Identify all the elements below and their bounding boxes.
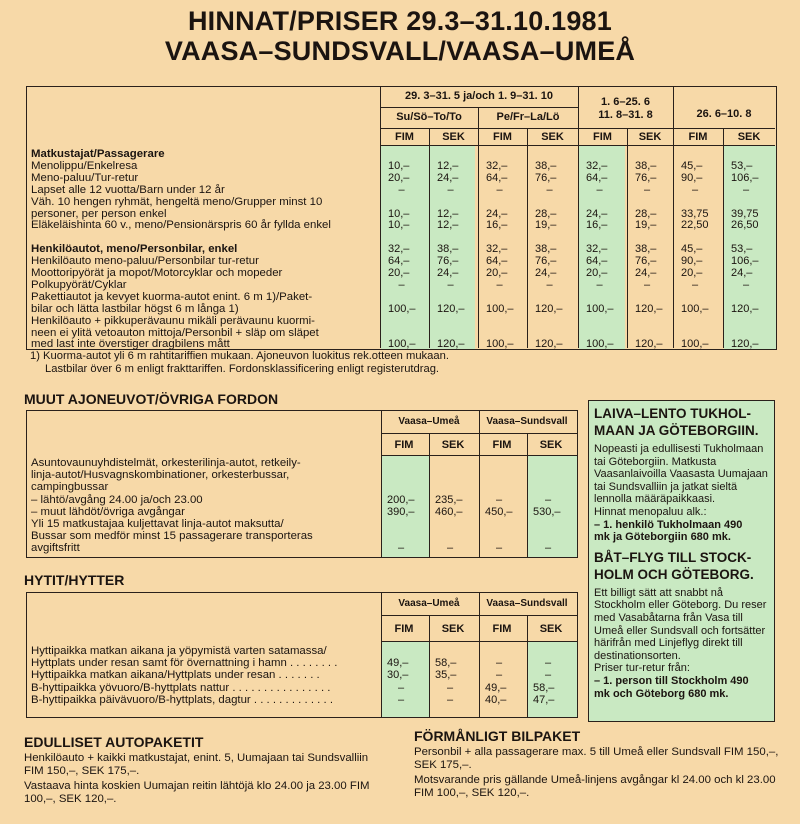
price-cell: 49,– <box>387 657 409 670</box>
price-cell: 90,– <box>681 171 703 184</box>
currency-header: FIM <box>593 131 612 143</box>
price-cell: 76,– <box>535 255 557 268</box>
vehicles-route-sundsvall: Vaasa–Sundsvall <box>486 416 568 427</box>
row-label: Moottoripyörät ja mopot/Motorcyklar och mopeder <box>31 267 283 279</box>
row-label: Bussar som medför minst 15 passagerare transporteras <box>31 530 313 543</box>
price-cell: 120,– <box>731 302 759 315</box>
currency-header: SEK <box>541 131 564 143</box>
offer-price-intro-fi: Hinnat menopaluu alk.: <box>594 505 707 518</box>
price-cell: 76,– <box>635 171 657 184</box>
price-cell: 10,– <box>388 159 410 172</box>
price-cell: – <box>398 542 405 555</box>
price-cell: – <box>545 542 552 555</box>
price-cell: 24,– <box>635 267 657 279</box>
price-cell: 10,– <box>388 219 410 232</box>
package-fi-heading: EDULLISET AUTOPAKETIT <box>24 734 204 750</box>
price-cell: 22,50 <box>681 219 709 232</box>
row-label: Hyttplats under resan samt för övernattning i hamn . . . . . . . . <box>31 657 338 670</box>
offer-price-intro-sv: Priser tur-retur från: <box>594 662 690 675</box>
price-cell: – <box>743 278 750 291</box>
currency-header: SEK <box>441 439 465 451</box>
offer-heading-fi-2: MAAN JA GÖTEBORGIIN. <box>594 423 759 438</box>
price-cell: 24,– <box>437 171 459 184</box>
currency-header: FIM <box>395 131 414 143</box>
price-cell: 100,– <box>681 338 709 351</box>
cabins-heading: HYTIT/HYTTER <box>24 572 125 588</box>
row-label: campingbussar <box>31 481 109 494</box>
price-cell: 235,– <box>435 493 463 506</box>
offer-price-fi-2: mk ja Göteborgiin 680 mk. <box>594 531 731 544</box>
package-sv-text-2: Motsvarande pris gällande Umeå-linjens avgångar kl 24.00 och kl 23.00 FIM 100,–, SEK 120,–. <box>414 774 776 799</box>
price-cell: 20,– <box>681 267 703 279</box>
price-cell: – <box>545 657 552 670</box>
offer-price-sv-1: – 1. person till Stockholm 490 <box>594 674 749 687</box>
price-cell: 20,– <box>388 171 410 184</box>
price-cell: 45,– <box>681 243 703 256</box>
row-label: Polkupyörät/Cyklar <box>31 278 127 291</box>
price-cell: 100,– <box>681 302 709 315</box>
row-label: neen ei ylitä vetoauton mittoja/Personbil + släp om släpet <box>31 326 319 339</box>
price-cell: 53,– <box>731 243 753 256</box>
price-cell: 120,– <box>535 338 563 351</box>
price-cell: 32,– <box>486 159 508 172</box>
price-cell: 58,– <box>533 681 555 694</box>
price-cell: 28,– <box>535 207 557 220</box>
price-cell: 38,– <box>635 159 657 172</box>
price-cell: – <box>743 183 750 196</box>
currency-header: FIM <box>394 439 414 451</box>
footnote-line-1: 1) Kuorma-autot yli 6 m rahtitariffien mukaan. Ajoneuvon luokitus rek.otteen mukaan. <box>30 350 449 362</box>
price-cell: – <box>447 681 454 694</box>
row-label: Eläkeläishinta 60 v., meno/Pensionärspris 60 år fyllda enkel <box>31 219 331 232</box>
price-cell: 40,– <box>485 693 507 706</box>
price-cell: 76,– <box>535 171 557 184</box>
vehicles-heading: MUUT AJONEUVOT/ÖVRIGA FORDON <box>24 391 279 407</box>
currency-header: FIM <box>688 131 708 143</box>
currency-header: SEK <box>638 131 662 143</box>
row-label: Henkilöauto + pikkuperävaunu mikäli perävaunu kuormi- <box>31 314 315 327</box>
row-label: – muut lähdöt/övriga avgångar <box>31 505 185 518</box>
price-cell: 64,– <box>586 171 608 184</box>
price-cell: 76,– <box>635 255 657 268</box>
row-label: B-hyttipaikka yövuoro/B-hyttplats nattur . . . . . . . . . . . . . . . . <box>31 681 331 694</box>
offer-text-fi: Nopeasti ja edullisesti Tukholmaan tai Göteborgiin. Matkusta Vaasanlaivoilla Vaasasta Uumajaan tai Sundsvalliin ja jatkat sieltä lennolla määräpaikkaasi. <box>594 443 768 506</box>
price-cell: – <box>496 183 503 196</box>
price-cell: – <box>447 542 454 555</box>
price-cell: 106,– <box>731 255 759 268</box>
price-cell: 38,– <box>535 243 557 256</box>
offer-text-sv: Ett billigt sätt att snabbt nå Stockholm eller Göteborg. Du reser med Vasabåtarna från Vasa till Umeå eller Sundsvall och fortsätter härifrån med Linjeflyg direkt till destinationsorten. <box>594 586 767 662</box>
cabins-route-sundsvall: Vaasa–Sundsvall <box>486 598 568 609</box>
price-cell: 76,– <box>437 255 459 268</box>
price-cell: – <box>546 183 553 196</box>
page-subtitle: VAASA–SUNDSVALL/VAASA–UMEÅ <box>164 36 636 66</box>
day-header-fri-sat: Pe/Fr–La/Lö <box>496 111 560 123</box>
price-cell: 19,– <box>535 219 557 232</box>
package-fi-text-1: Henkilöauto + kaikki matkustajat, enint. 5, Uumajaan tai Sundsvalliin FIM 150,–, SEK 175,–. <box>24 752 369 777</box>
price-cell: 39,75 <box>731 207 759 220</box>
price-cell: 32,– <box>586 159 608 172</box>
price-cell: 30,– <box>387 669 409 682</box>
price-cell: – <box>644 183 651 196</box>
page-title: HINNAT/PRISER 29.3–31.10.1981 <box>187 6 612 36</box>
price-cell: 38,– <box>635 243 657 256</box>
price-cell: 100,– <box>486 302 514 315</box>
currency-header: SEK <box>737 131 761 143</box>
price-cell: – <box>496 493 503 506</box>
currency-header: SEK <box>539 439 563 451</box>
currency-header: FIM <box>493 131 512 143</box>
offer-heading-sv-1: BÅT–FLYG TILL STOCK- <box>594 549 752 565</box>
price-cell: 100,– <box>388 338 416 351</box>
price-cell: – <box>496 278 503 291</box>
price-cell: 100,– <box>388 302 416 315</box>
price-cell: – <box>398 693 405 706</box>
row-label: personer, per person enkel <box>31 207 167 220</box>
currency-header: SEK <box>441 623 465 635</box>
period-header-2-line2: 11. 8–31. 8 <box>598 109 653 121</box>
offer-price-fi-1: – 1. henkilö Tukholmaan 490 <box>594 518 743 531</box>
row-label: Asuntovaunuyhdistelmät, orkesterilinja-autot, retkeily- <box>31 457 301 469</box>
price-cell: – <box>496 657 503 670</box>
price-cell: 19,– <box>635 219 657 232</box>
row-label: avgiftsfritt <box>31 542 80 555</box>
price-cell: – <box>447 693 454 706</box>
price-cell: 58,– <box>435 657 457 670</box>
price-cell: 100,– <box>586 338 614 351</box>
price-cell: 460,– <box>435 505 463 518</box>
price-cell: 20,– <box>388 267 410 279</box>
price-cell: 64,– <box>586 255 608 268</box>
price-cell: 64,– <box>486 171 508 184</box>
price-cell: 28,– <box>635 207 657 220</box>
currency-header: FIM <box>492 623 512 635</box>
price-cell: 120,– <box>731 338 759 351</box>
price-cell: – <box>496 669 503 682</box>
price-cell: 53,– <box>731 159 753 172</box>
period-header-2-line1: 1. 6–25. 6 <box>601 96 650 108</box>
price-cell: 47,– <box>533 693 555 706</box>
package-sv-heading: FÖRMÅNLIGT BILPAKET <box>414 728 581 744</box>
price-cell: 24,– <box>535 267 557 279</box>
currency-header: SEK <box>539 623 563 635</box>
price-cell: – <box>398 183 405 196</box>
row-label: bilar och lätta lastbilar högst 6 m långa 1) <box>31 302 239 315</box>
price-cell: – <box>447 183 454 196</box>
price-cell: 32,– <box>388 243 410 256</box>
row-label: Yli 15 matkustajaa kuljettavat linja-autot maksutta/ <box>31 518 284 530</box>
price-cell: 26,50 <box>731 219 759 232</box>
price-cell: – <box>644 278 651 291</box>
price-cell: 38,– <box>437 243 459 256</box>
price-cell: 120,– <box>635 338 663 351</box>
price-cell: 16,– <box>586 219 608 232</box>
price-cell: 35,– <box>435 669 457 682</box>
price-cell: – <box>447 278 454 291</box>
price-cell: 20,– <box>486 267 508 279</box>
price-cell: – <box>545 493 552 506</box>
price-cell: 12,– <box>437 159 459 172</box>
price-cell: – <box>398 278 405 291</box>
price-cell: 20,– <box>586 267 608 279</box>
price-cell: 24,– <box>731 267 753 279</box>
vehicles-route-umea: Vaasa–Umeå <box>398 416 460 427</box>
row-label: Väh. 10 hengen ryhmät, hengeltä meno/Grupper minst 10 <box>31 195 323 208</box>
row-label: Meno-paluu/Tur-retur <box>31 171 139 184</box>
price-cell: 24,– <box>586 207 608 220</box>
package-fi-text-2: Vastaava hinta koskien Uumajan reitin lähtöjä klo 24.00 ja 23.00 FIM 100,–, SEK 120,–. <box>24 780 370 805</box>
offer-box-content <box>594 405 770 700</box>
price-cell: 530,– <box>533 505 561 518</box>
price-cell: 106,– <box>731 171 759 184</box>
price-cell: – <box>398 681 405 694</box>
price-cell: 32,– <box>586 243 608 256</box>
price-cell: – <box>596 278 603 291</box>
price-cell: – <box>692 183 699 196</box>
price-cell: 12,– <box>437 219 459 232</box>
offer-heading-sv-2: HOLM OCH GÖTEBORG. <box>594 566 754 582</box>
price-cell: 390,– <box>387 505 415 518</box>
row-label: Hyttipaikka matkan aikana/Hyttplats under resan . . . . . . . <box>31 669 320 682</box>
price-cell: 64,– <box>388 255 410 268</box>
price-cell: 45,– <box>681 159 703 172</box>
price-cell: 16,– <box>486 219 508 232</box>
currency-header: FIM <box>394 623 414 635</box>
price-cell: – <box>496 542 503 555</box>
row-label: Henkilöautot, meno/Personbilar, enkel <box>31 243 238 256</box>
price-cell: 10,– <box>388 207 410 220</box>
price-cell: 49,– <box>485 681 507 694</box>
row-label: Pakettiautot ja kevyet kuorma-autot enint. 6 m 1)/Paket- <box>31 290 313 303</box>
price-cell: 120,– <box>437 338 465 351</box>
price-cell: 33,75 <box>681 207 709 220</box>
footnote-line-2: Lastbilar över 6 m enligt frakttariffen. Fordonsklassificering enligt registerutdrag. <box>45 363 440 375</box>
period-header-1: 29. 3–31. 5 ja/och 1. 9–31. 10 <box>405 90 553 102</box>
currency-header: SEK <box>442 131 465 143</box>
price-cell: 90,– <box>681 255 703 268</box>
price-cell: 100,– <box>486 338 514 351</box>
row-label: linja-autot/Husvagnskombinationer, orkesterbussar, <box>31 469 290 482</box>
row-label: – lähtö/avgång 24.00 ja/och 23.00 <box>31 493 203 506</box>
offer-heading-fi-1: LAIVA–LENTO TUKHOL- <box>594 406 751 421</box>
row-label: Hyttipaikka matkan aikana ja yöpymistä varten satamassa/ <box>31 645 327 657</box>
day-header-sun-thu: Su/Sö–To/To <box>396 111 462 123</box>
row-label: med last inte överstiger dragbilens mått <box>31 338 230 351</box>
price-cell: 24,– <box>486 207 508 220</box>
row-label: Henkilöauto meno-paluu/Personbilar tur-retur <box>31 255 259 268</box>
price-cell: 38,– <box>535 159 557 172</box>
period-header-3: 26. 6–10. 8 <box>696 108 752 120</box>
row-label: Lapset alle 12 vuotta/Barn under 12 år <box>31 183 225 196</box>
price-cell: – <box>692 278 699 291</box>
price-cell: – <box>545 669 552 682</box>
row-label: Menolippu/Enkelresa <box>31 159 138 172</box>
price-cell: 24,– <box>437 267 459 279</box>
price-cell: 120,– <box>635 302 663 315</box>
price-cell: 100,– <box>586 302 614 315</box>
price-cell: 120,– <box>437 302 465 315</box>
price-cell: 200,– <box>387 493 415 506</box>
offer-price-sv-2: mk och Göteborg 680 mk. <box>594 687 729 700</box>
cabins-route-umea: Vaasa–Umeå <box>398 598 460 609</box>
package-sv-text-1: Personbil + alla passagerare max. 5 till Umeå eller Sundsvall FIM 150,–, SEK 175,–. <box>414 746 779 771</box>
price-cell: – <box>596 183 603 196</box>
row-label: Matkustajat/Passagerare <box>31 148 165 160</box>
price-cell: – <box>546 278 553 291</box>
row-label: B-hyttipaikka päivävuoro/B-hyttplats, dagtur . . . . . . . . . . . . . <box>31 693 333 706</box>
price-cell: 120,– <box>535 302 563 315</box>
price-cell: 32,– <box>486 243 508 256</box>
currency-header: FIM <box>492 439 512 451</box>
price-cell: 12,– <box>437 207 459 220</box>
price-cell: 64,– <box>486 255 508 268</box>
price-cell: 450,– <box>485 505 513 518</box>
